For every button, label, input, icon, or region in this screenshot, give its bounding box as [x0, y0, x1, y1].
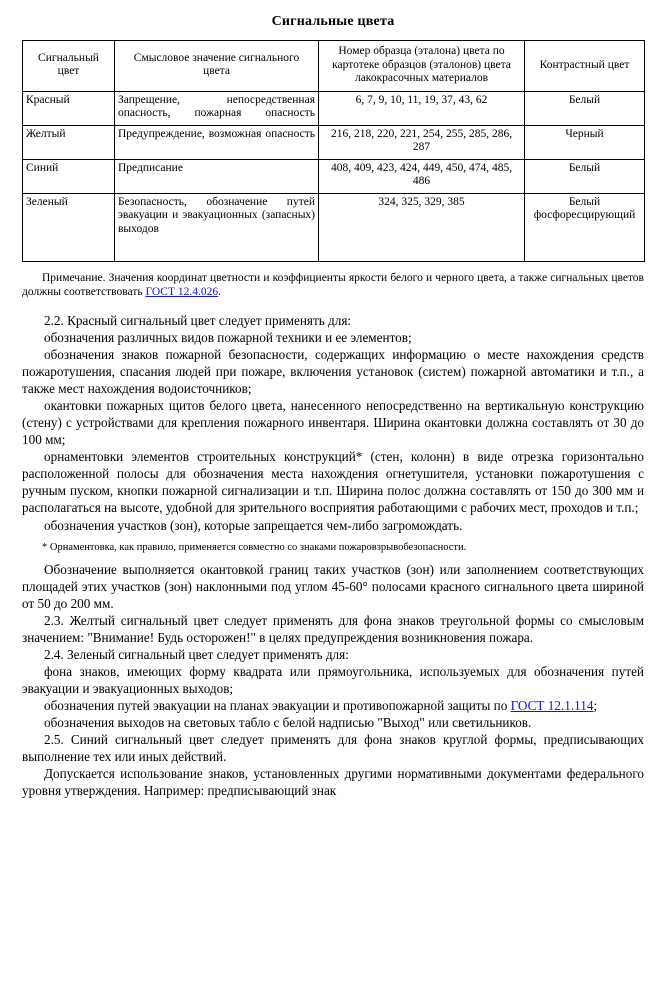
cell-meaning: Предупреждение, возможная опасность [115, 125, 319, 159]
cell-signal-color: Красный [23, 91, 115, 125]
table-row [23, 91, 645, 125]
paragraph-2-2-item-d: орнаментовки элементов строительных конструкций* (стен, колонн) в виде отрезка горизонтально расположенной полосы для обозначения места нахождения огнетушителя, установки пожаротушения с ручным пуском, кнопки пожарной сигнализации и т.п. Ширина полос должна составлять от 150 до 300 мм и располагаться на высоте, удобной для зрительного восприятия работающими с рабочих мест, проходов и т.п.; [22, 449, 644, 516]
cell-contrast-color: Белый [525, 159, 645, 193]
paragraph-2-4-item-a: фона знаков, имеющих форму квадрата или прямоугольника, используемых для обозначения путей эвакуации и эвакуационных выходов; [22, 663, 644, 696]
document-page [0, 14, 666, 1004]
cell-contrast-color: Белый [525, 91, 645, 125]
cell-sample-numbers: 324, 325, 329, 385 [319, 193, 525, 261]
cell-sample-numbers: 408, 409, 423, 424, 449, 450, 474, 485, 486 [319, 159, 525, 193]
paragraph-2-5: 2.5. Синий сигнальный цвет следует применять для фона знаков круглой формы, предписывающих выполнение тех или иных действий. [22, 731, 644, 764]
paragraph-2-2-item-b: обозначения знаков пожарной безопасности, содержащих информацию о месте нахождения средств пожаротушения, спасания людей при пожаре, включения установок (систем) пожарной автоматики и т.п., а также мест нахождения водоисточников; [22, 347, 644, 397]
table-header-row [23, 41, 645, 92]
paragraph-2-4-item-c: обозначения выходов на световых табло с белой надписью "Выход" или светильников. [44, 714, 532, 730]
note-text-before-link: Примечание. Значения координат цветности и коэффициенты яркости белого и черного цвета, а также сигнальных цветов должны соответствовать [22, 271, 644, 299]
table-note [22, 271, 644, 300]
page-title: Сигнальные цвета [271, 14, 395, 29]
paragraph-2-2-heading: 2.2. Красный сигнальный цвет следует применять для: [44, 313, 352, 329]
paragraph-2-4-item-b [22, 697, 644, 714]
paragraph-marking-method: Обозначение выполняется окантовкой границ таких участков (зон) или заполнением соответствующих площадей этих участков (зон) наклонными под углом 45-60° полосами красного сигнального цвета шириной от 50 до 200 мм. [22, 561, 644, 611]
cell-sample-numbers: 6, 7, 9, 10, 11, 19, 37, 43, 62 [319, 91, 525, 125]
cell-contrast-color: Белый фосфоресцирующий [525, 193, 645, 261]
link-gost-12-4-026[interactable]: ГОСТ 12.4.026 [145, 286, 219, 299]
column-header-contrast-color: Контрастный цвет [525, 41, 645, 92]
note-text-after-link: . [218, 286, 221, 299]
paragraph-2-4-item-b-text-after: ; [593, 697, 598, 713]
column-header-signal-color: Сигнальный цвет [23, 41, 115, 92]
signal-colors-table [22, 40, 645, 262]
cell-meaning: Предписание [115, 159, 319, 193]
cell-signal-color: Синий [23, 159, 115, 193]
cell-meaning: Запрещение, непосредственная опасность, пожарная опасность [115, 91, 319, 125]
paragraph-2-4-item-b-text-before: обозначения путей эвакуации на планах эвакуации и противопожарной защиты по [44, 697, 511, 713]
cell-sample-numbers: 216, 218, 220, 221, 254, 255, 285, 286, 287 [319, 125, 525, 159]
table-row [23, 159, 645, 193]
table-row [23, 125, 645, 159]
footnote-ornamentation: * Орнаментовка, как правило, применяется совместно со знаками пожаровзрывобезопасности. [42, 541, 467, 553]
link-gost-12-1-114[interactable]: ГОСТ 12.1.114 [510, 697, 594, 713]
table-row [23, 193, 645, 261]
paragraph-2-2-item-a: обозначения различных видов пожарной техники и ее элементов; [44, 330, 412, 346]
column-header-sample-number: Номер образца (эталона) цвета по картотеке образцов (эталонов) цвета лакокрасочных материалов [319, 41, 525, 92]
paragraph-2-3: 2.3. Желтый сигнальный цвет следует применять для фона знаков треугольной формы со смысловым значением: "Внимание! Будь осторожен!" в целях предупреждения возникновения пожара. [22, 612, 644, 645]
cell-signal-color: Зеленый [23, 193, 115, 261]
table-body [23, 91, 645, 261]
cell-meaning: Безопасность, обозначение путей эвакуации и эвакуационных (запасных) выходов [115, 193, 319, 261]
column-header-meaning: Смысловое значение сигнального цвета [115, 41, 319, 92]
signal-colors-table-wrapper [22, 40, 644, 262]
paragraph-allowed: Допускается использование знаков, установленных другими нормативными документами федерального уровня утверждения. Например: предписывающий знак [22, 766, 644, 799]
cell-contrast-color: Черный [525, 125, 645, 159]
paragraph-2-2-item-c: окантовки пожарных щитов белого цвета, нанесенного непосредственно на вертикальную конструкцию (стену) с устройствами для крепления пожарного инвентаря. Ширина окантовки должна составлять от 30 до 100 мм; [22, 398, 644, 448]
table-header [23, 41, 645, 92]
paragraph-2-4-heading: 2.4. Зеленый сигнальный цвет следует применять для: [44, 646, 349, 662]
paragraph-2-2-item-e: обозначения участков (зон), которые запрещается чем-либо загромождать. [44, 517, 463, 533]
cell-signal-color: Желтый [23, 125, 115, 159]
